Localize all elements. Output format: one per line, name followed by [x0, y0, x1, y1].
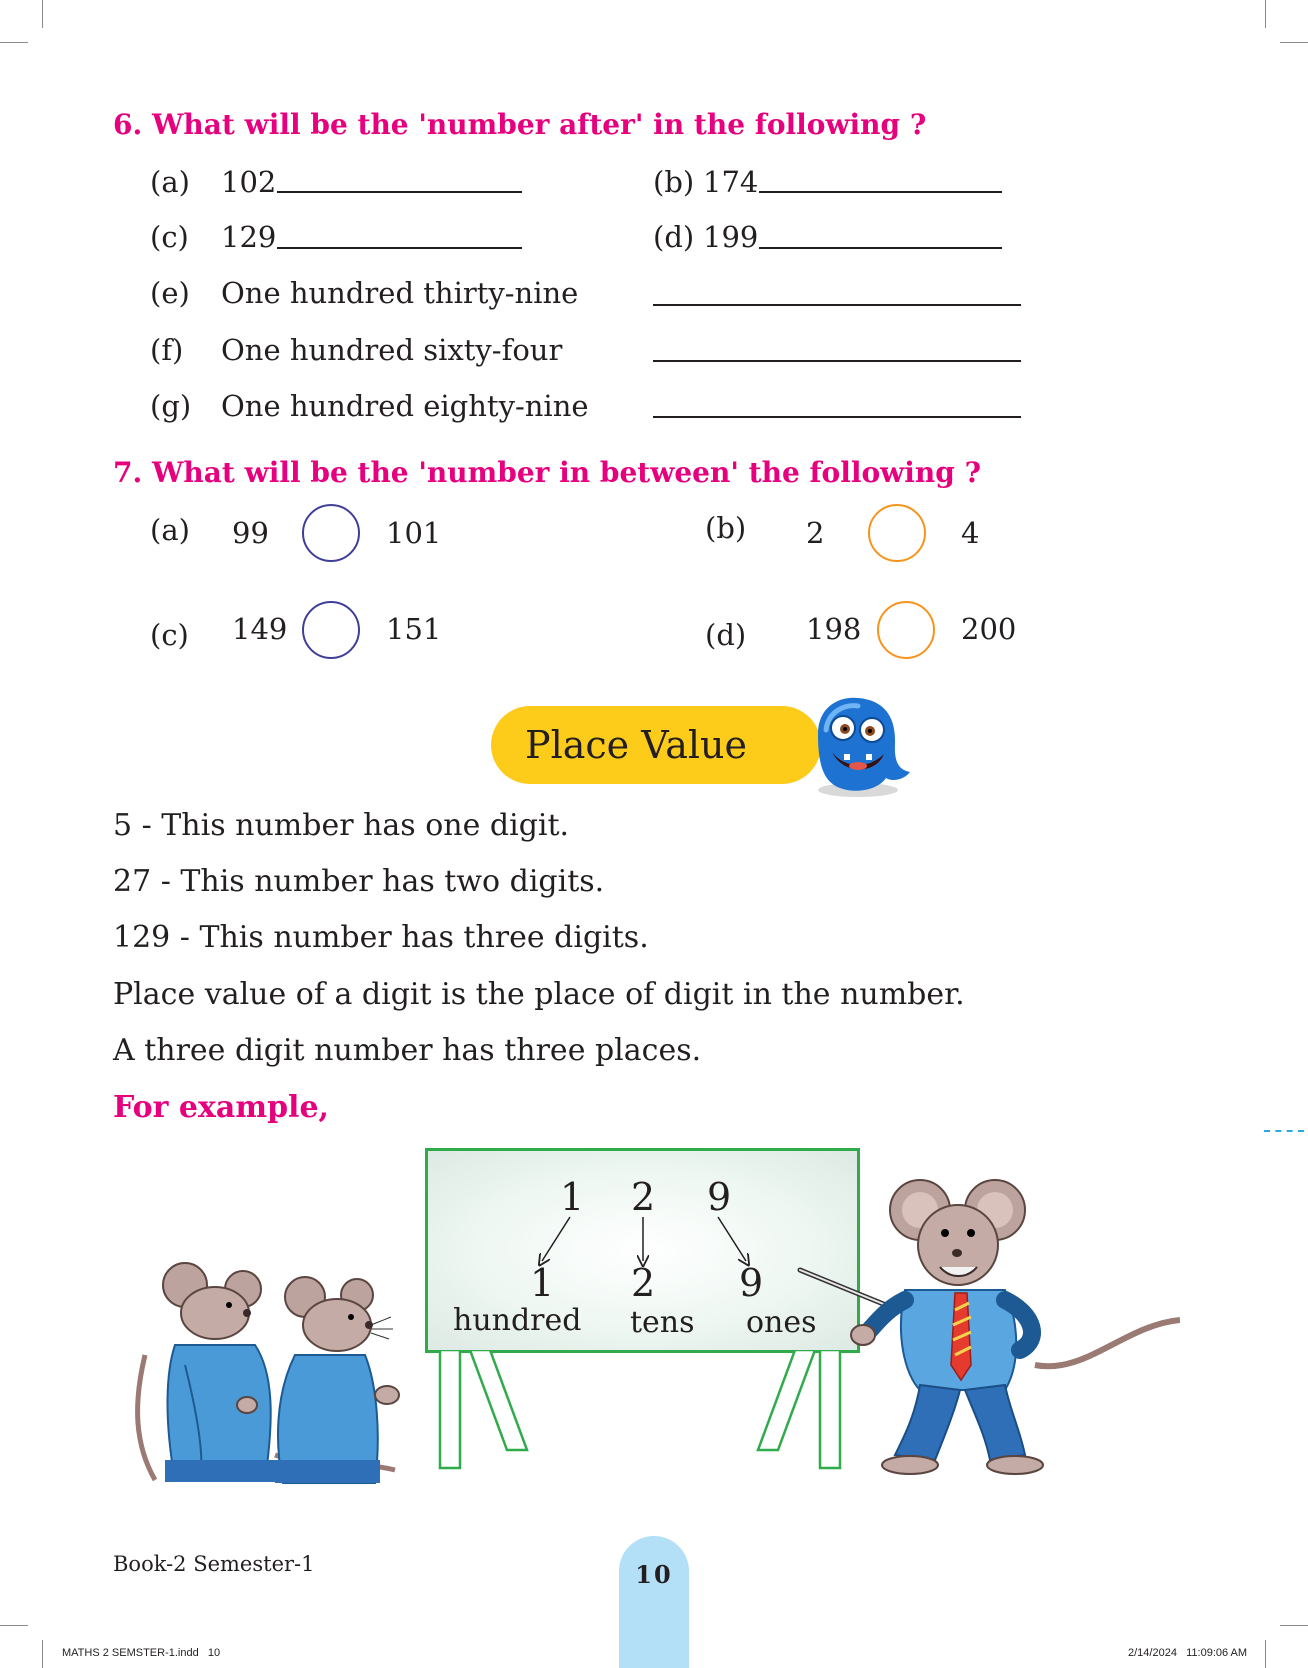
student-mice-illustration	[125, 1255, 415, 1485]
q7-left-a: 99	[232, 516, 269, 550]
question-6-title: 6. What will be the 'number after' in the following ?	[113, 108, 927, 141]
crop-mark	[42, 1640, 43, 1668]
place-value-line-3: 129 - This number has three digits.	[113, 920, 649, 955]
crop-mark	[42, 0, 43, 28]
answer-line-b[interactable]	[759, 191, 1002, 193]
arrow-hundreds	[542, 1217, 570, 1261]
q6-label-d: (d)	[653, 220, 695, 254]
for-example-label: For example,	[113, 1090, 329, 1125]
blue-monster-icon	[800, 694, 920, 800]
crop-mark	[1265, 0, 1266, 28]
answer-line-g[interactable]	[653, 416, 1021, 418]
board-top-digit-tens: 2	[631, 1175, 656, 1219]
arrow-ones	[718, 1217, 746, 1261]
answer-line-d[interactable]	[759, 247, 1002, 249]
book-semester-label: Book-2 Semester-1	[113, 1552, 315, 1576]
place-label-tens: tens	[630, 1305, 695, 1340]
q7-label-a: (a)	[150, 513, 190, 547]
place-value-line-4: Place value of a digit is the place of digit in the number.	[113, 977, 965, 1012]
crop-mark	[1280, 1625, 1308, 1626]
crop-mark	[0, 1625, 28, 1626]
answer-circle-c[interactable]	[302, 601, 360, 659]
place-value-heading: Place Value	[525, 723, 747, 767]
q7-right-c: 151	[386, 612, 442, 646]
answer-circle-d[interactable]	[877, 601, 935, 659]
q6-number-c: 129	[221, 220, 277, 254]
q7-left-c: 149	[232, 612, 288, 646]
q6-label-b: (b)	[653, 165, 695, 199]
board-bottom-digit-tens: 2	[631, 1261, 656, 1305]
q7-label-b: (b)	[705, 511, 747, 545]
crop-mark	[1280, 42, 1308, 43]
q7-left-b: 2	[806, 516, 825, 550]
q6-number-b: 174	[703, 165, 759, 199]
answer-circle-b[interactable]	[868, 504, 926, 562]
crop-mark	[1265, 1640, 1266, 1668]
place-value-line-5: A three digit number has three places.	[113, 1033, 702, 1068]
teacher-mouse-illustration	[795, 1175, 1180, 1475]
fold-mark	[1264, 1130, 1304, 1132]
board-bottom-digit-ones: 9	[739, 1261, 764, 1305]
q6-label-g: (g)	[150, 389, 192, 423]
place-value-line-1: 5 - This number has one digit.	[113, 808, 570, 843]
q6-label-a: (a)	[150, 165, 190, 199]
q6-label-c: (c)	[150, 220, 189, 254]
page-number-tab	[619, 1536, 689, 1668]
crop-mark	[0, 42, 28, 43]
board-top-digit-ones: 9	[707, 1175, 732, 1219]
q6-number-a: 102	[221, 165, 277, 199]
print-timestamp: 2/14/2024 11:09:06 AM	[1128, 1647, 1248, 1659]
q6-words-e: One hundred thirty-nine	[221, 276, 579, 310]
q6-number-d: 199	[703, 220, 759, 254]
answer-line-e[interactable]	[653, 304, 1021, 306]
board-top-digit-hundreds: 1	[560, 1175, 585, 1219]
answer-line-c[interactable]	[277, 247, 522, 249]
q7-right-a: 101	[386, 516, 442, 550]
q6-label-f: (f)	[150, 333, 184, 367]
answer-line-a[interactable]	[277, 191, 522, 193]
q7-left-d: 198	[806, 612, 862, 646]
q7-label-c: (c)	[150, 618, 189, 652]
q6-words-g: One hundred eighty-nine	[221, 389, 589, 423]
page-number: 10	[635, 1560, 673, 1589]
file-info: MATHS 2 SEMSTER-1.indd 10	[62, 1647, 221, 1659]
answer-circle-a[interactable]	[302, 504, 360, 562]
place-label-hundred: hundred	[453, 1303, 582, 1338]
q7-right-d: 200	[961, 612, 1017, 646]
place-value-banner	[491, 706, 821, 784]
board-bottom-digit-hundreds: 1	[530, 1261, 555, 1305]
q6-label-e: (e)	[150, 276, 190, 310]
q7-right-b: 4	[961, 516, 980, 550]
q7-label-d: (d)	[705, 618, 747, 652]
q6-words-f: One hundred sixty-four	[221, 333, 563, 367]
question-7-title: 7. What will be the 'number in between' the following ?	[113, 456, 981, 489]
answer-line-f[interactable]	[653, 360, 1021, 362]
place-label-ones: ones	[746, 1305, 817, 1340]
place-value-line-2: 27 - This number has two digits.	[113, 864, 605, 899]
